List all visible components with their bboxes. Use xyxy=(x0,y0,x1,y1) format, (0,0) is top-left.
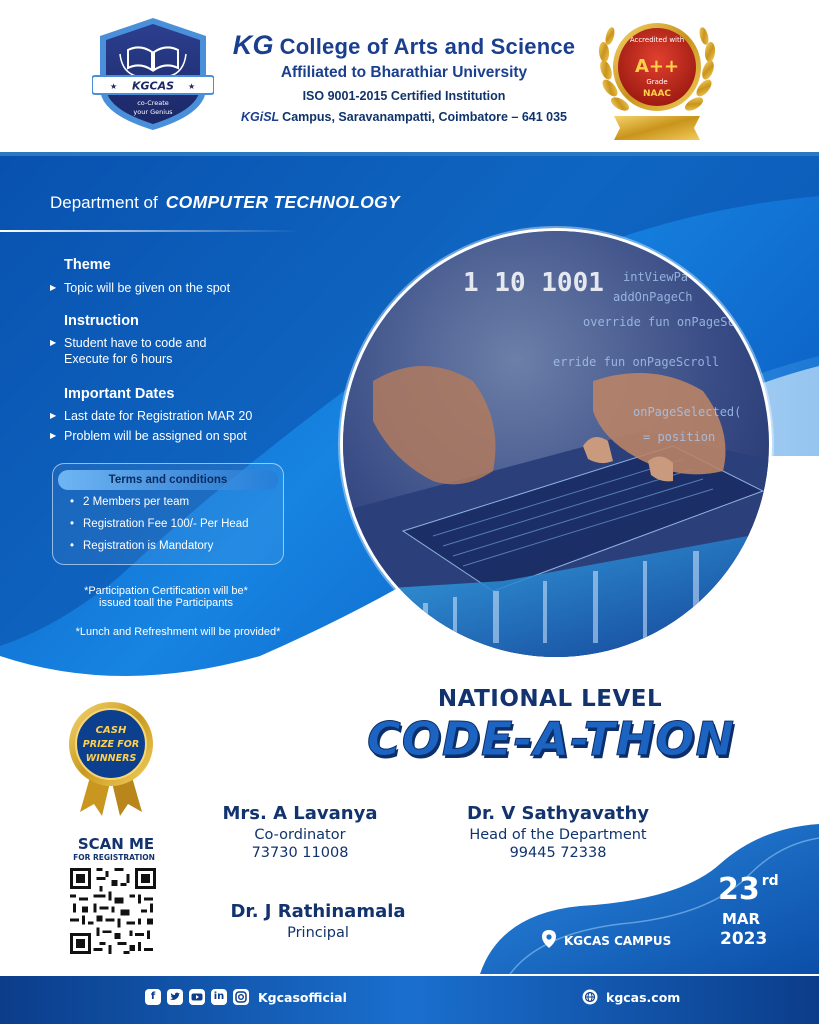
logo-tagline-1: co-Create xyxy=(137,99,169,107)
address xyxy=(214,110,594,124)
department-underline xyxy=(0,230,300,232)
logo-text: KGCAS xyxy=(131,79,175,93)
event-date-month: MAR xyxy=(722,910,761,928)
photo-code-line: onPageSelected( xyxy=(633,405,742,419)
photo-illustration xyxy=(343,231,772,660)
bullet-arrow-icon: ▶ xyxy=(50,431,57,440)
naac-body: NAAC xyxy=(642,89,672,99)
person-name: Mrs. A Lavanya xyxy=(222,803,378,824)
naac-accredited: Accredited with xyxy=(629,36,685,44)
photo-code-line: intViewPa xyxy=(623,270,689,284)
iso-certification: ISO 9001-2015 Certified Institution xyxy=(302,89,506,103)
photo-code-line: erride fun onPageScroll xyxy=(553,355,720,369)
certificate-note-line-1: *Participation Certification will be* xyxy=(84,585,248,597)
dates-item-text: Last date for Registration MAR 20 xyxy=(64,409,253,423)
event-date-day xyxy=(718,872,779,907)
venue-text: KGCAS CAMPUS xyxy=(564,934,672,948)
photo-code-line: addOnPageCh xyxy=(613,290,693,304)
person-phone: 73730 11008 xyxy=(251,845,349,861)
coordinator-contact xyxy=(200,803,400,861)
college-info xyxy=(214,30,594,124)
instruction-title: Instruction xyxy=(64,313,139,329)
person-name: Dr. V Sathyavathy xyxy=(467,803,649,824)
location-pin-icon xyxy=(542,930,556,948)
dates-item xyxy=(50,427,247,445)
youtube-icon[interactable] xyxy=(189,989,205,1005)
term-item: • 2 Members per team xyxy=(70,496,190,508)
coding-laptop-photo xyxy=(340,228,772,660)
person-name: Dr. J Rathinamala xyxy=(230,901,406,922)
college-prefix: KG xyxy=(232,30,274,60)
instruction-item xyxy=(50,334,206,352)
college-name-text: College of Arts and Science xyxy=(279,34,576,59)
department-label: Department of xyxy=(50,193,158,212)
theme-item xyxy=(50,279,230,297)
term-item: • Registration is Mandatory xyxy=(70,540,214,552)
photo-binary: 1 10 1001 xyxy=(463,268,604,298)
medal-line-2: PRIZE FOR xyxy=(82,739,140,750)
svg-text:★: ★ xyxy=(188,82,196,91)
instruction-item-continued xyxy=(50,351,172,368)
person-role: Co-ordinator xyxy=(254,827,346,843)
terms-title: Terms and conditions xyxy=(58,470,278,490)
instagram-icon[interactable] xyxy=(233,989,249,1005)
event-level: NATIONAL LEVEL xyxy=(437,686,663,712)
logo-tagline-2: your Genius xyxy=(133,108,173,116)
date-day-number: 23 xyxy=(718,872,760,907)
scan-title: SCAN ME xyxy=(77,835,155,853)
photo-code-line: = position xyxy=(643,430,716,444)
footer xyxy=(0,976,819,1024)
event-date-year: 2023 xyxy=(720,929,768,949)
linkedin-icon[interactable]: in xyxy=(211,989,227,1005)
photo-code-line: override fun onPageSc xyxy=(583,315,735,329)
bullet-arrow-icon: ▶ xyxy=(50,338,57,347)
term-item-text: 2 Members per team xyxy=(83,496,190,508)
cash-prize-medal-icon xyxy=(66,700,156,816)
term-item-text: Registration is Mandatory xyxy=(83,540,214,552)
header xyxy=(0,0,819,150)
department-title xyxy=(50,192,400,213)
svg-text:★: ★ xyxy=(110,82,118,91)
term-item: • Registration Fee 100/- Per Head xyxy=(70,518,249,530)
dates-title: Important Dates xyxy=(64,386,175,402)
person-role: Principal xyxy=(287,925,349,941)
dates-item xyxy=(50,407,252,425)
principal-contact xyxy=(200,901,436,941)
scan-subtitle: FOR REGISTRATION xyxy=(73,853,155,862)
campus-prefix: KGiSL xyxy=(240,110,280,124)
date-day-suffix: rd xyxy=(761,873,779,889)
term-item-text: Registration Fee 100/- Per Head xyxy=(83,518,249,530)
twitter-icon[interactable] xyxy=(167,989,183,1005)
registration-qr-code[interactable] xyxy=(70,868,156,954)
social-handle[interactable]: Kgcasofficial xyxy=(258,990,347,1005)
address-text: Campus, Saravanampatti, Coimbatore – 641 035 xyxy=(282,110,568,124)
kgcas-logo xyxy=(92,14,214,134)
facebook-icon[interactable]: f xyxy=(145,989,161,1005)
bullet-arrow-icon: ▶ xyxy=(50,283,57,292)
theme-title: Theme xyxy=(64,257,111,273)
lunch-note: *Lunch and Refreshment will be provided* xyxy=(75,626,281,638)
event-title: CODE-A-THON xyxy=(367,712,735,766)
person-role: Head of the Department xyxy=(469,827,647,843)
college-name xyxy=(214,30,594,61)
certificate-note-line-2: issued toall the Participants xyxy=(99,597,233,609)
affiliation: Affiliated to Bharathiar University xyxy=(280,64,528,81)
naac-grade-value: A++ xyxy=(634,56,680,77)
naac-grade-label: Grade xyxy=(646,78,668,86)
instruction-line-2: Execute for 6 hours xyxy=(64,352,173,366)
medal-line-3: WINNERS xyxy=(85,753,137,764)
theme-item-text: Topic will be given on the spot xyxy=(64,281,231,295)
globe-icon xyxy=(582,989,598,1005)
person-phone: 99445 72338 xyxy=(509,845,607,861)
instruction-line-1: Student have to code and xyxy=(64,336,207,350)
website-link[interactable]: kgcas.com xyxy=(606,990,681,1005)
department-name: COMPUTER TECHNOLOGY xyxy=(165,192,400,212)
medal-line-1: CASH xyxy=(95,725,127,736)
dates-item-text: Problem will be assigned on spot xyxy=(64,429,247,443)
certificate-note xyxy=(50,585,282,609)
naac-badge xyxy=(592,12,722,142)
bullet-arrow-icon: ▶ xyxy=(50,411,57,420)
venue xyxy=(542,930,671,948)
